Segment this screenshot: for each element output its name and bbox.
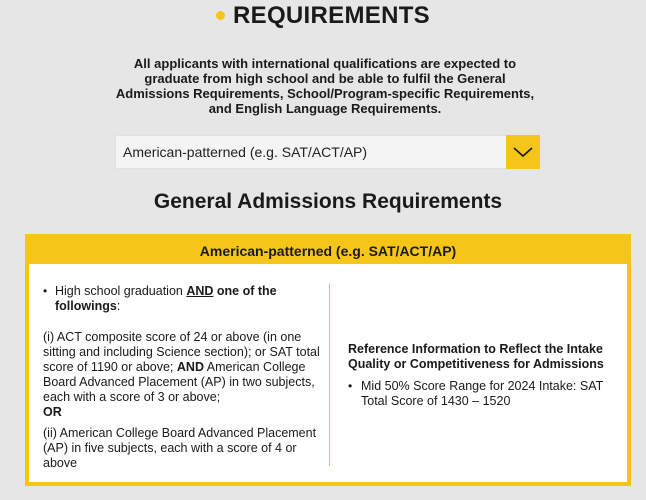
dropdown-selected-value: American-patterned (e.g. SAT/ACT/AP) (123, 144, 368, 160)
option-one-text-2: American College Board Advanced Placement (AP) in two subjects, each with a score of 3 or above; (43, 360, 315, 404)
reference-title: Reference Information to Reflect the Intake Quality or Competitiveness for Admissions (348, 342, 604, 371)
chevron-down-icon (512, 145, 534, 159)
qualification-dropdown[interactable] (115, 135, 540, 169)
option-one-text: (i) ACT composite score of 24 or above (in one sitting and including Science section); or SAT total score of 1190 or above; (43, 330, 320, 374)
section-heading: General Admissions Requirements (153, 190, 503, 213)
page-title: REQUIREMENTS (233, 2, 430, 29)
requirements-card (25, 234, 631, 486)
bullet-icon: • (348, 379, 353, 393)
requirements-left-column (43, 284, 328, 471)
option-one-and: AND (176, 360, 204, 374)
bullet-text (55, 284, 328, 314)
list-item (43, 284, 328, 314)
bullet-text-prefix: High school graduation (55, 284, 187, 298)
page-title-wrap (0, 2, 646, 30)
list-item (348, 379, 610, 409)
or-label (43, 405, 328, 420)
or-label-text: OR (43, 405, 62, 419)
reference-item-text: Mid 50% Score Range for 2024 Intake: SAT Total Score of 1430 – 1520 (361, 379, 604, 408)
bullet-text-suffix: one of the followings (55, 284, 277, 313)
option-one (43, 330, 328, 405)
bullet-colon: : (116, 299, 121, 313)
column-divider (329, 284, 330, 466)
bullet-icon: • (43, 284, 48, 298)
option-two: (ii) American College Board Advanced Placement (AP) in five subjects, each with a score of 4 or above (43, 426, 317, 470)
card-header: American-patterned (e.g. SAT/ACT/AP) (29, 238, 627, 264)
bullet-dot-icon (216, 11, 225, 20)
and-emphasis: AND (186, 284, 214, 298)
reference-info-column (348, 342, 610, 409)
dropdown-toggle-button[interactable] (506, 135, 540, 169)
intro-text: All applicants with international qualifications are expected to graduate from high school and be able to fulfil the General Admissions Requirements, School/Program-specific Requirements, and English Language Requirements. (115, 56, 535, 116)
